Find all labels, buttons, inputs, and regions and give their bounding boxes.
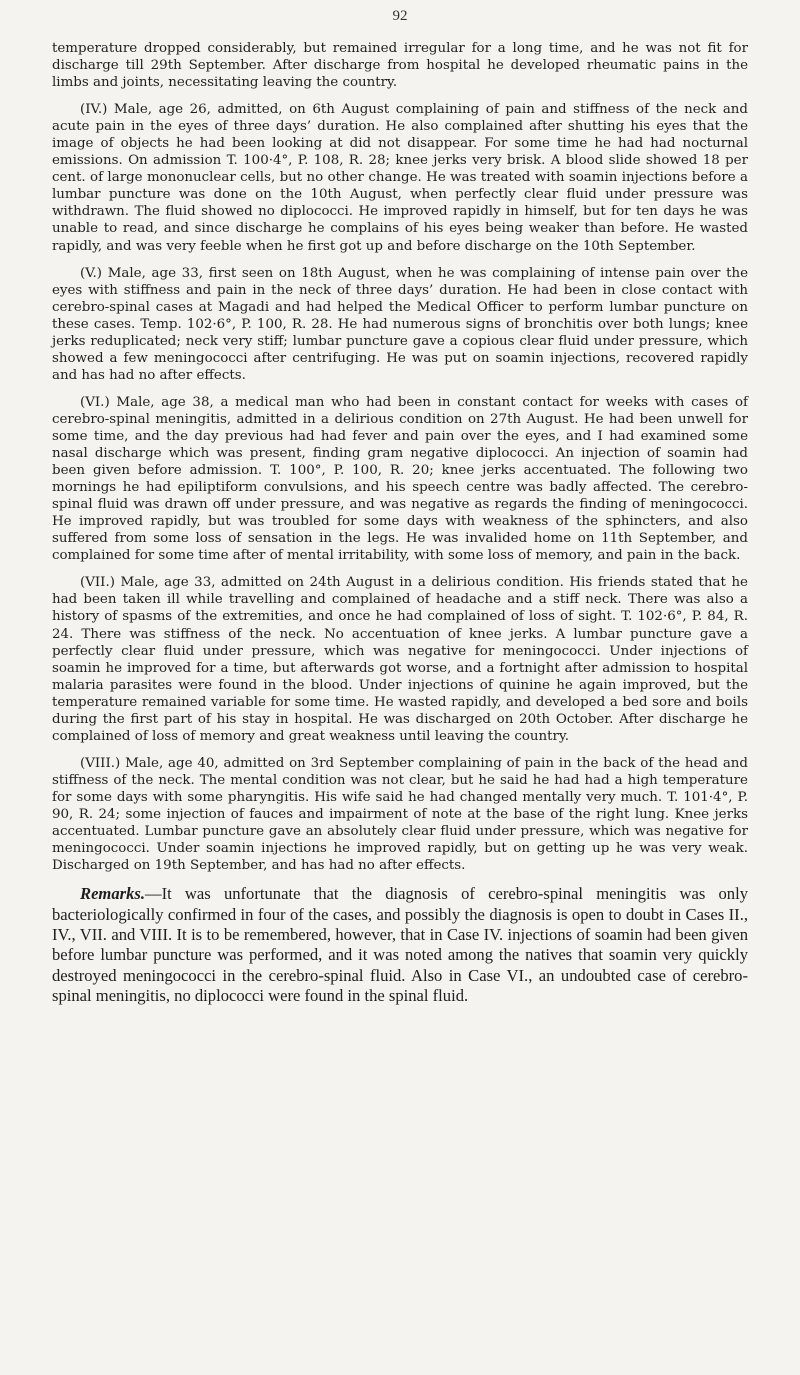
page-number: 92 — [392, 8, 408, 24]
remarks-label: Remarks. — [80, 884, 145, 904]
case-iv-paragraph: (IV.) Male, age 26, admitted, on 6th August complaining of pain and stiffness of the neck and acute pain in the eyes of three days’ duration. He also complained after shutting his eyes that the image of objects he had been looking at did not disappear. For some time he had had nocturnal emissions. On admission T. 100·4°, P. 108, R. 28; knee jerks very brisk. A blood slide showed 18 per cent. of large mononuclear cells, but no other change. He was treated with soamin injections before a lumbar puncture was done on the 10th August, when perfectly clear fluid under pressure was withdrawn. The fluid showed no diplococci. He improved rapidly in himself, but for ten days he was unable to read, and since discharge he complains of his eyes being weaker than before. He wasted rapidly, and was very feeble when he first got up and before discharge on the 10th September. — [52, 102, 748, 254]
paragraph-continuation: temperature dropped considerably, but remained irregular for a long time, and he was not fit for discharge till 29th September. After discharge from hospital he developed rheumatic pains in the limbs and joints, necessitating leaving the country. — [52, 41, 748, 91]
case-viii-paragraph: (VIII.) Male, age 40, admitted on 3rd September complaining of pain in the back of the head and stiffness of the neck. The mental condition was not clear, but he said he had had a high temperature for some days with some pharyngitis. His wife said he had changed mentally very much. T. 101·4°, P. 90, R. 24; some injection of fauces and impairment of note at the base of the right lung. Knee jerks accentuated. Lumbar puncture gave an absolutely clear fluid under pressure, which was negative for meningococci. Under soamin injections he improved rapidly, but on getting up he was very weak. Discharged on 19th September, and has had no after effects. — [52, 755, 748, 874]
case-vii-paragraph: (VII.) Male, age 33, admitted on 24th August in a delirious condition. His friends stated that he had been taken ill while travelling and complained of headache and a stiff neck. There was also a history of spasms of the extremities, and once he had complained of loss of sight. T. 102·6°, P. 84, R. 24. There was stiffness of the neck. No accentuation of knee jerks. A lumbar puncture gave a perfectly clear fluid under pressure, which was negative for meningococci. Under injections of soamin he improved for a time, but afterwards got worse, and a fortnight after admission to hospital malaria parasites were found in the blood. Under injections of quinine he again improved, but the temperature remained variable for some time. He wasted rapidly, and developed a bed sore and boils during the first part of his stay in hospital. He was discharged on 20th October. After discharge he complained of loss of memory and great weakness until leaving the country. — [52, 575, 748, 744]
case-v-paragraph: (V.) Male, age 33, first seen on 18th August, when he was complaining of intense pain over the eyes with stiffness and pain in the neck of three days’ duration. He had been in close contact with cerebro-spinal cases at Magadi and had helped the Medical Officer to perform lumbar puncture on these cases. Temp. 102·6°, P. 100, R. 28. He had numerous signs of bronchitis over both lungs; knee jerks reduplicated; neck very stiff; lumbar puncture gave a copious clear fluid under pressure, which showed a few meningococci after centrifuging. He was put on soamin injections, recovered rapidly and has had no after effects. — [52, 265, 748, 383]
document-body — [52, 40, 748, 1007]
remarks-paragraph — [52, 884, 748, 1006]
remarks-text: —It was unfortunate that the diagnosis of cerebro-spinal meningitis was only bacteriologically confirmed in four of the cases, and possibly the diagnosis is open to doubt in Cases II., IV., VII. and VIII. It is to be remembered, however, that in Case IV. injections of soamin had been given before lumbar puncture was performed, and it was noted among the natives that soamin very quickly destroyed meningococci in the cerebro-spinal fluid. Also in Case VI., an undoubted case of cerebro-spinal meningitis, no diplococci were found in the spinal fluid. — [52, 884, 748, 1006]
case-vi-paragraph: (VI.) Male, age 38, a medical man who had been in constant contact for weeks with cases of cerebro-spinal meningitis, admitted in a delirious condition on 27th August. He had been unwell for some time, and the day previous had had fever and pain over the eyes, and I had examined some nasal discharge which was present, finding gram negative diplococci. An injection of soamin had been given before admission. T. 100°, P. 100, R. 20; knee jerks accentuated. The following two mornings he had epiliptiform convulsions, and his speech centre was badly affected. The cerebro-spinal fluid was drawn off under pressure, and was negative as regards the finding of meningococci. He improved rapidly, but was troubled for some days with weakness of the sphincters, and also suffered from some loss of sensation in the legs. He was invalided home on 11th September, and complained for some time after of mental irritability, with some loss of memory, and pain in the back. — [52, 394, 748, 564]
